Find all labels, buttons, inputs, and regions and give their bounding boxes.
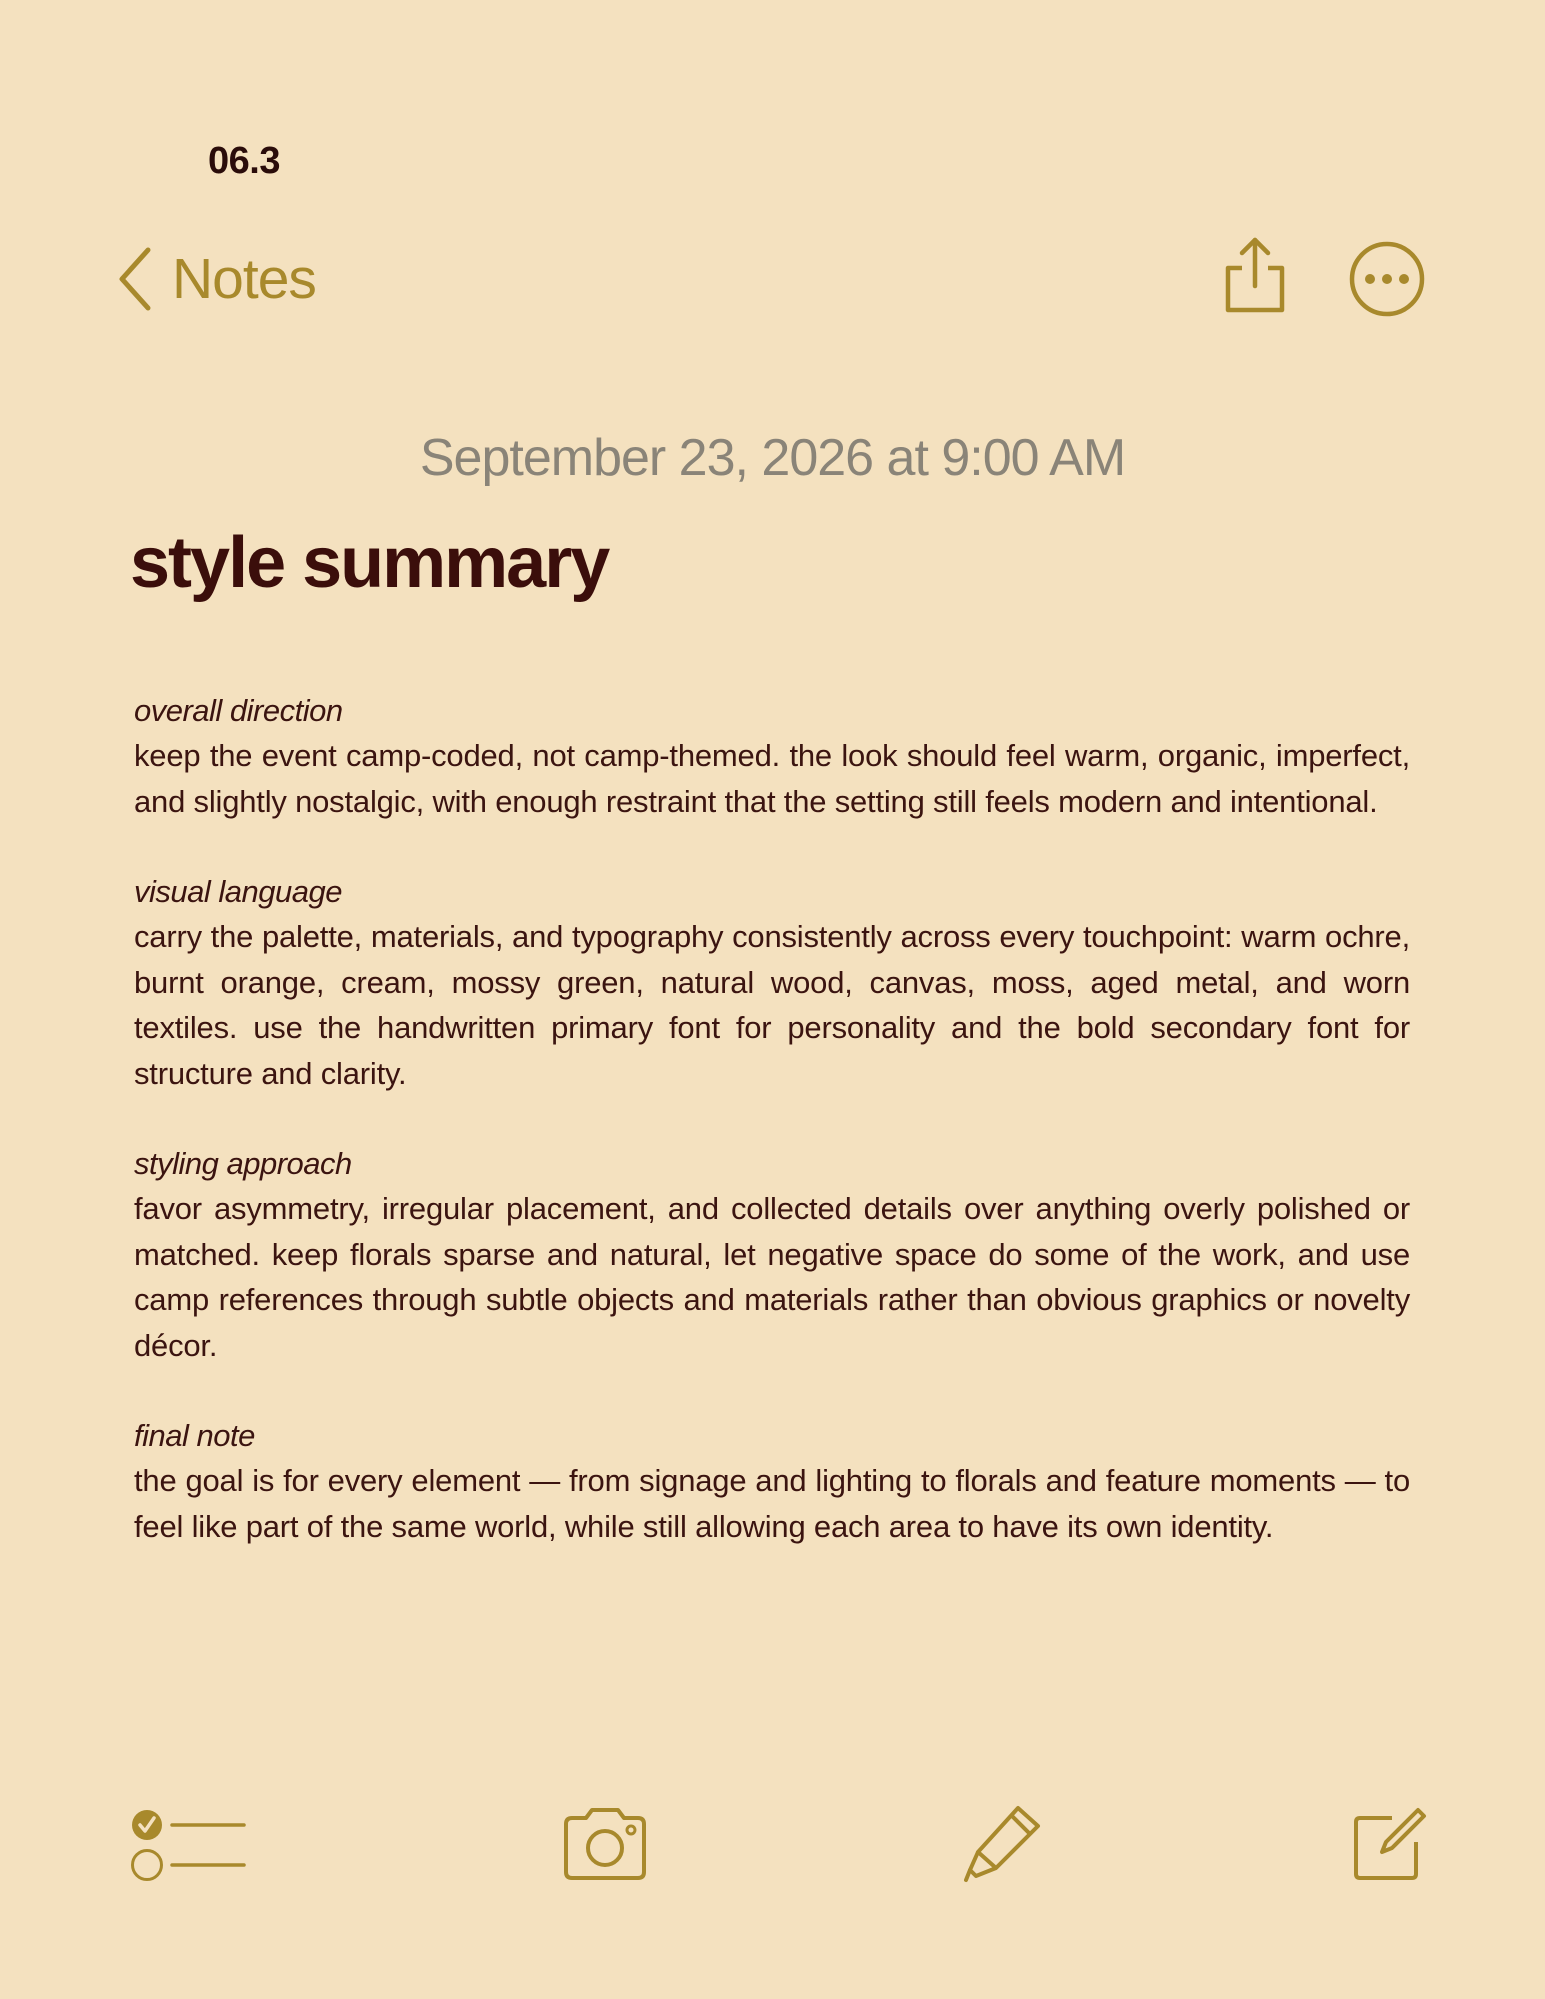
note-body[interactable] [134,688,1410,1594]
note-section [134,688,1410,824]
camera-icon[interactable] [560,1806,650,1882]
markup-pen-icon[interactable] [964,1804,1042,1884]
chevron-left-icon [116,246,156,312]
back-button-label: Notes [172,247,316,311]
note-section [134,1413,1410,1549]
section-text: the goal is for every element — from signage and lighting to florals and feature moments — to feel like part of the same world, while still allowing each area to have its own identity. [134,1463,1410,1544]
section-heading: visual language [134,874,342,909]
note-title[interactable]: style summary [130,523,609,603]
note-section [134,869,1410,1096]
section-text: carry the palette, materials, and typography consistently across every touchpoint: warm ochre, burnt orange, cream, mossy green, natural wood, canvas, moss, aged metal, and worn textiles. use the handwritten primary font for personality and the bold secondary font for structure and clarity. [134,919,1410,1091]
note-section [134,1141,1410,1368]
share-icon[interactable] [1222,236,1288,314]
back-button[interactable] [116,246,316,312]
section-text: keep the event camp-coded, not camp-themed. the look should feel warm, organic, imperfect, and slightly nostalgic, with enough restraint that the setting still feels modern and intentional. [134,738,1410,819]
compose-icon[interactable] [1352,1806,1428,1882]
section-heading: styling approach [134,1146,352,1181]
note-date: September 23, 2026 at 9:00 AM [419,429,1126,487]
section-text: favor asymmetry, irregular placement, and collected details over anything overly polished or matched. keep florals sparse and natural, let negative space do some of the work, and use camp references through subtle objects and materials rather than obvious graphics or novelty décor. [134,1191,1410,1363]
ellipsis-circle-icon[interactable] [1348,240,1426,318]
section-heading: final note [134,1418,255,1453]
status-bar-time: 06.3 [208,140,280,182]
section-heading: overall direction [134,693,343,728]
checklist-icon[interactable] [130,1806,246,1886]
